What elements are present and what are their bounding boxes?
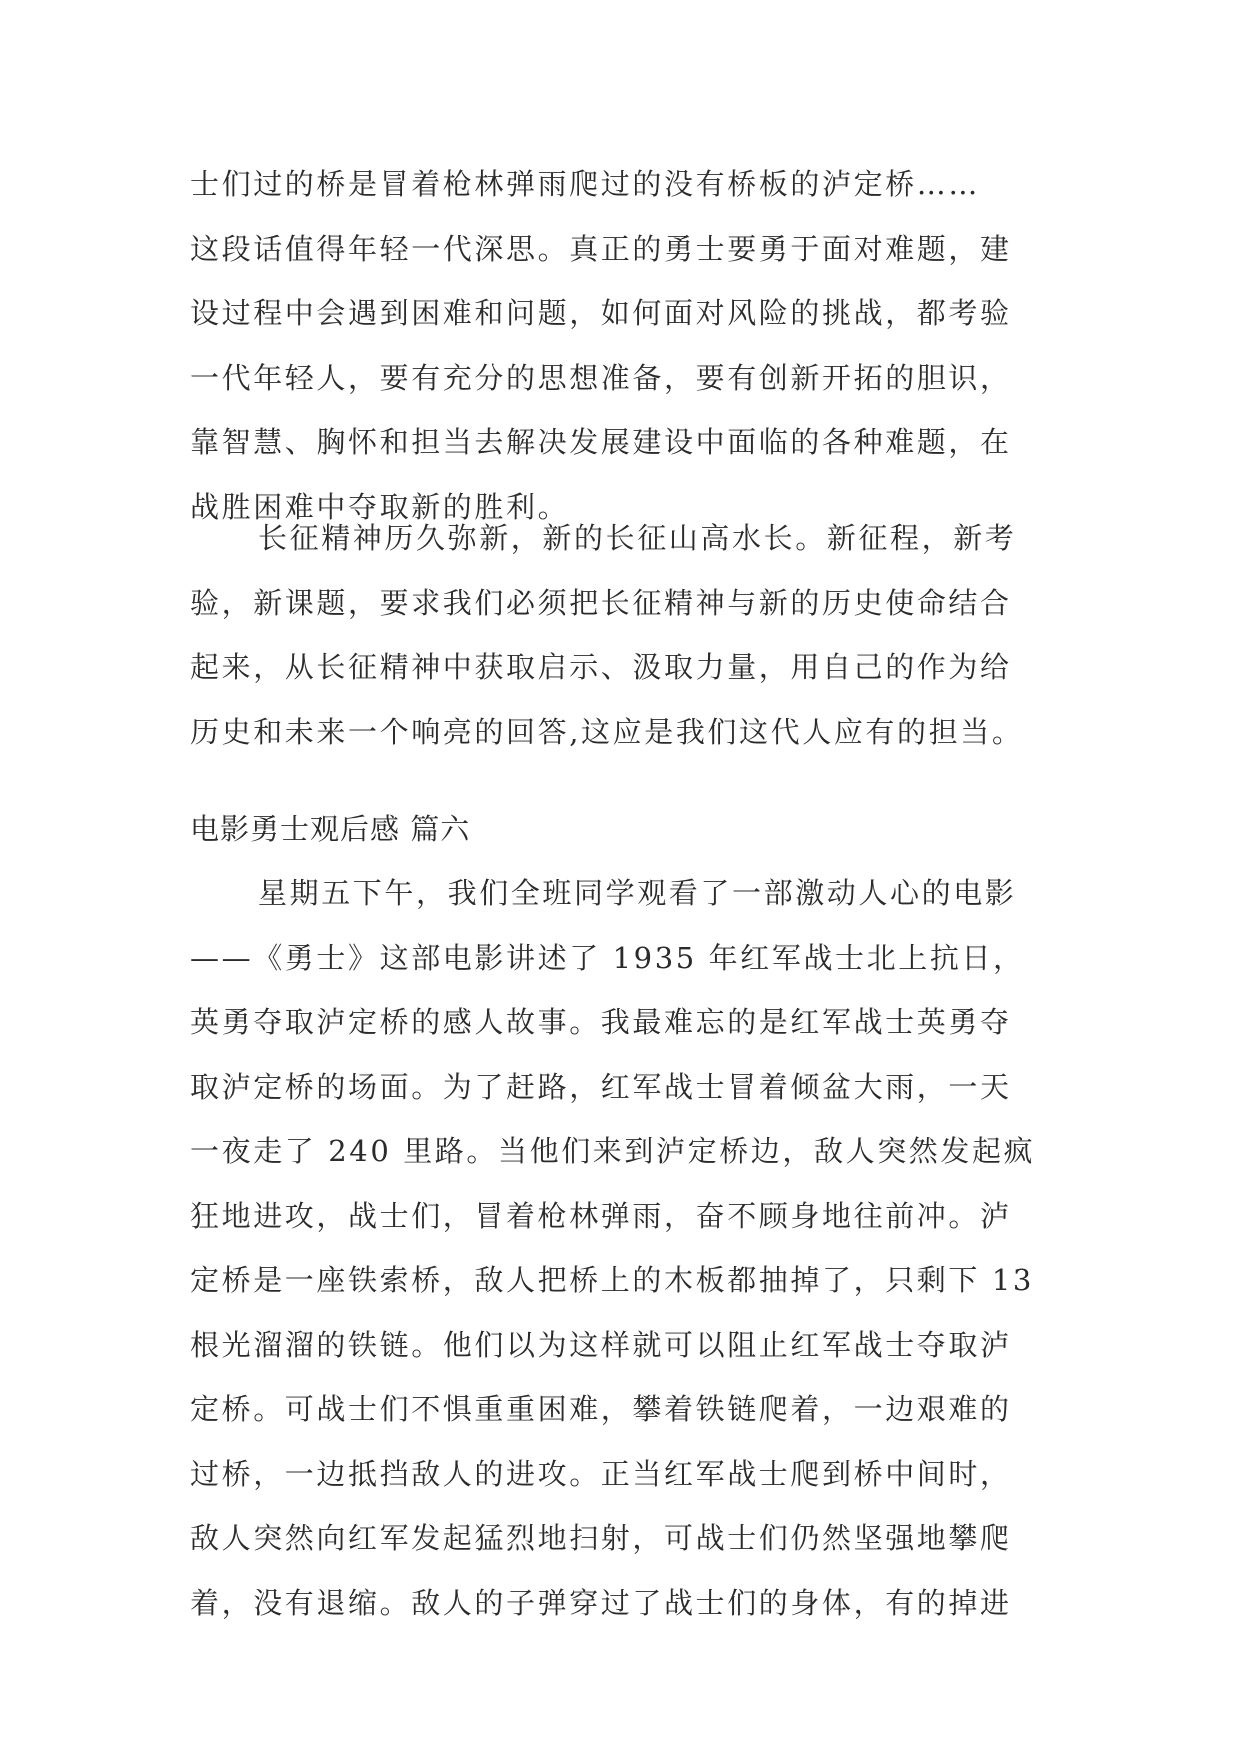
text-line: 一夜走了 240 里路。当他们来到泸定桥边，敌人突然发起疯 [190,1134,1036,1168]
section-heading: 电影勇士观后感 篇六 [190,812,471,846]
text-line: 过桥，一边抵挡敌人的进攻。正当红军战士爬到桥中间时， [190,1456,1012,1491]
text-line: 根光溜溜的铁链。他们以为这样就可以阻止红军战士夺取泸 [190,1327,1012,1362]
text-line: 英勇夺取泸定桥的感人故事。我最难忘的是红军战士英勇夺 [190,1005,1012,1039]
text-line: 这段话值得年轻一代深思。真正的勇士要勇于面对难题，建 [190,231,1012,266]
text-line: 取泸定桥的场面。为了赶路，红军战士冒着倾盆大雨，一天 [190,1069,1012,1104]
text-line: 设过程中会遇到困难和问题，如何面对风险的挑战，都考验 [190,296,1012,330]
text-line: 一代年轻人，要有充分的思想准备，要有创新开拓的胆识， [190,360,1012,395]
text-line: 历史和未来一个响亮的回答,这应是我们这代人应有的担当。 [190,714,1024,749]
text-line: 士们过的桥是冒着枪林弹雨爬过的没有桥板的泸定桥…… [190,167,981,201]
text-line: 着，没有退缩。敌人的子弹穿过了战士们的身体，有的掉进 [190,1585,1012,1620]
text-line: 靠智慧、胸怀和担当去解决发展建设中面临的各种难题，在 [190,425,1012,459]
text-line: 狂地进攻，战士们，冒着枪林弹雨，奋不顾身地往前冲。泸 [190,1198,1012,1233]
text-line: 星期五下午，我们全班同学观看了一部激动人心的电影 [258,876,1017,910]
paragraph-long-march [190,506,1070,764]
text-line: 起来，从长征精神中获取启示、汲取力量，用自己的作为给 [190,650,1012,684]
text-line: 长征精神历久弥新，新的长征山高水长。新征程，新考 [258,521,1017,555]
text-line: 敌人突然向红军发起猛烈地扫射，可战士们仍然坚强地攀爬 [190,1521,1012,1555]
text-line: 定桥。可战士们不惧重重困难，攀着铁链爬着，一边艰难的 [190,1392,1012,1426]
paragraph-continuation [190,152,1070,539]
text-line: 定桥是一座铁索桥，敌人把桥上的木板都抽掉了，只剩下 13 [190,1263,1034,1297]
text-line: 验，新课题，要求我们必须把长征精神与新的历史使命结合 [190,585,1012,620]
section-heading-block [190,797,1070,862]
text-line: 战胜困难中夺取新的胜利。 [190,489,570,524]
paragraph-review-six [190,861,1070,1635]
text-line: ——《勇士》这部电影讲述了 1935 年红军战士北上抗日， [190,940,1025,975]
